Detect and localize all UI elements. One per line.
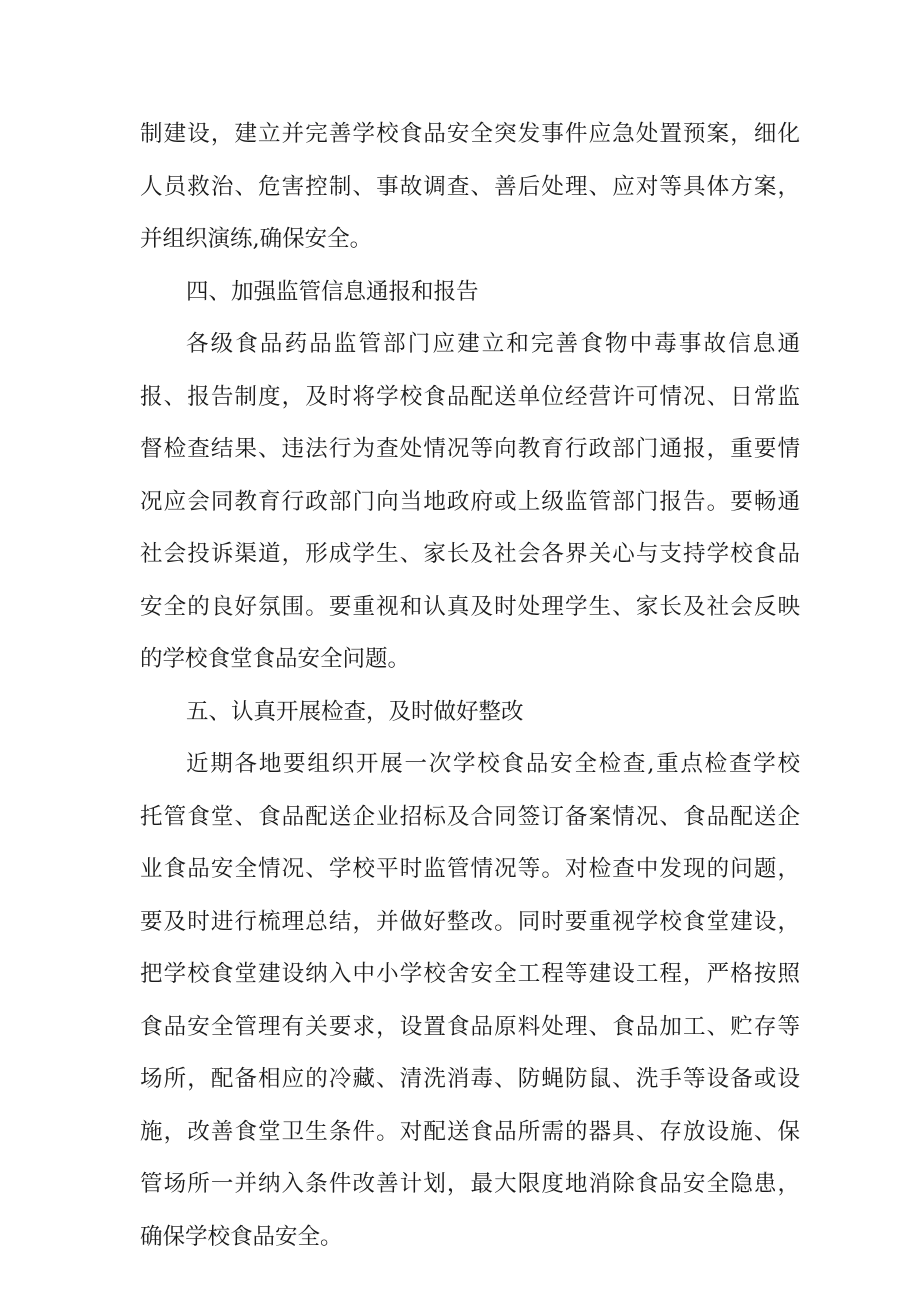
text-line: 业食品安全情况、学校平时监管情况等。对检查中发现的问题，: [140, 856, 800, 882]
text-line: 的学校食堂食品安全问题。: [140, 646, 411, 672]
text-line: 况应会同教育行政部门向当地政府或上级监管部门报告。要畅通: [140, 488, 800, 515]
text-line: 场所，配备相应的冷藏、清洗消毒、防蝇防鼠、洗手等设备或设: [140, 1066, 800, 1092]
text-line: 食品安全管理有关要求，设置食品原料处理、食品加工、贮存等: [140, 1013, 800, 1040]
text-line: 把学校食堂建设纳入中小学校舍安全工程等建设工程，严格按照: [140, 961, 800, 987]
text-line: 制建设，建立并完善学校食品安全突发事件应急处置预案，细化: [140, 121, 800, 147]
text-line: 报、报告制度，及时将学校食品配送单位经营许可情况、日常监: [140, 383, 800, 410]
text-line: 安全的良好氛围。要重视和认真及时处理学生、家长及社会反映: [140, 593, 800, 620]
text-line: 确保学校食品安全。: [140, 1223, 343, 1250]
section-heading: 五、认真开展检查，及时做好整改: [186, 698, 524, 725]
text-line: 各级食品药品监管部门应建立和完善食物中毒事故信息通: [186, 331, 800, 357]
text-line: 施，改善食堂卫生条件。对配送食品所需的器具、存放设施、保: [140, 1118, 800, 1145]
text-line: 管场所一并纳入条件改善计划，最大限度地消除食品安全隐患，: [140, 1171, 800, 1197]
text-line: 并组织演练,确保安全。: [140, 226, 373, 252]
section-heading: 四、加强监管信息通报和报告: [186, 278, 479, 305]
text-line: 近期各地要组织开展一次学校食品安全检查,重点检查学校: [186, 751, 800, 777]
text-line: 要及时进行梳理总结，并做好整改。同时要重视学校食堂建设，: [140, 908, 800, 935]
text-line: 人员救治、危害控制、事故调查、善后处理、应对等具体方案，: [140, 173, 800, 200]
text-line: 托管食堂、食品配送企业招标及合同签订备案情况、食品配送企: [140, 803, 800, 830]
text-line: 社会投诉渠道，形成学生、家长及社会各界关心与支持学校食品: [140, 541, 800, 567]
text-line: 督检查结果、违法行为查处情况等向教育行政部门通报，重要情: [140, 436, 800, 462]
document-body: [140, 108, 800, 1263]
